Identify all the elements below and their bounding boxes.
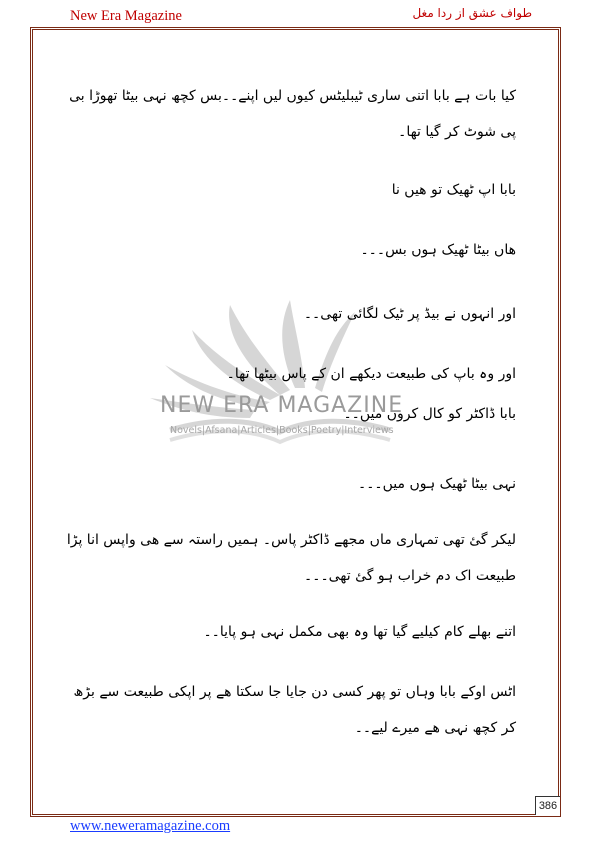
paragraph: اور انہوں نے بیڈ پر ٹیک لگائی تھی۔۔ <box>303 306 516 322</box>
paragraph: بابا ڈاکٹر کو کال کروں میں۔۔ <box>343 406 516 422</box>
paragraph: کیا بات ہے بابا اتنی ساری ٹیبلیٹس کیوں لیں اپنے۔۔بس کچھ نہی بیٹا تھوڑا بی پی شوٹ کر گیا تھا۔ <box>69 88 516 140</box>
novel-title: طواف عشق از ردا مغل <box>412 6 532 20</box>
watermark-subtitle: Novels|Afsana|Articles|Books|Poetry|Interviews <box>170 425 394 436</box>
paragraph: اٹس اوکے بابا وہاں تو پھر کسی دن جایا جا سکتا ھے پر اپکی طبیعت سے بڑھ کر کچھ نہی ھے میرے لیے۔۔ <box>73 684 516 736</box>
watermark-title: NEW ERA MAGAZINE <box>160 393 404 418</box>
paragraph: لیکر گئ تھی تمہاری ماں مجھے ڈاکٹر پاس۔ ہمیں راستہ سے ھی واپس انا پڑا طبیعت اک دم خراب ہو گئ تھی۔۔۔ <box>66 532 516 584</box>
magazine-name: New Era Magazine <box>70 8 182 24</box>
page-number: 386 <box>535 796 560 815</box>
paragraph: بابا اپ ٹھیک تو ھیں نا <box>391 182 516 198</box>
paragraph: اور وہ باپ کی طبیعت دیکھے ان کے پاس بیٹھا تھا۔ <box>226 366 516 382</box>
paragraph: اتنے بھلے کام کیلیے گیا تھا وہ بھی مکمل نہی ہو پایا۔۔ <box>203 624 516 640</box>
paragraph: نہی بیٹا ٹھیک ہوں میں۔۔۔ <box>358 476 516 492</box>
website-link[interactable]: www.neweramagazine.com <box>70 818 231 834</box>
paragraph: ھاں بیٹا ٹھیک ہوں بس۔۔۔ <box>360 242 516 258</box>
story-text <box>62 78 516 746</box>
